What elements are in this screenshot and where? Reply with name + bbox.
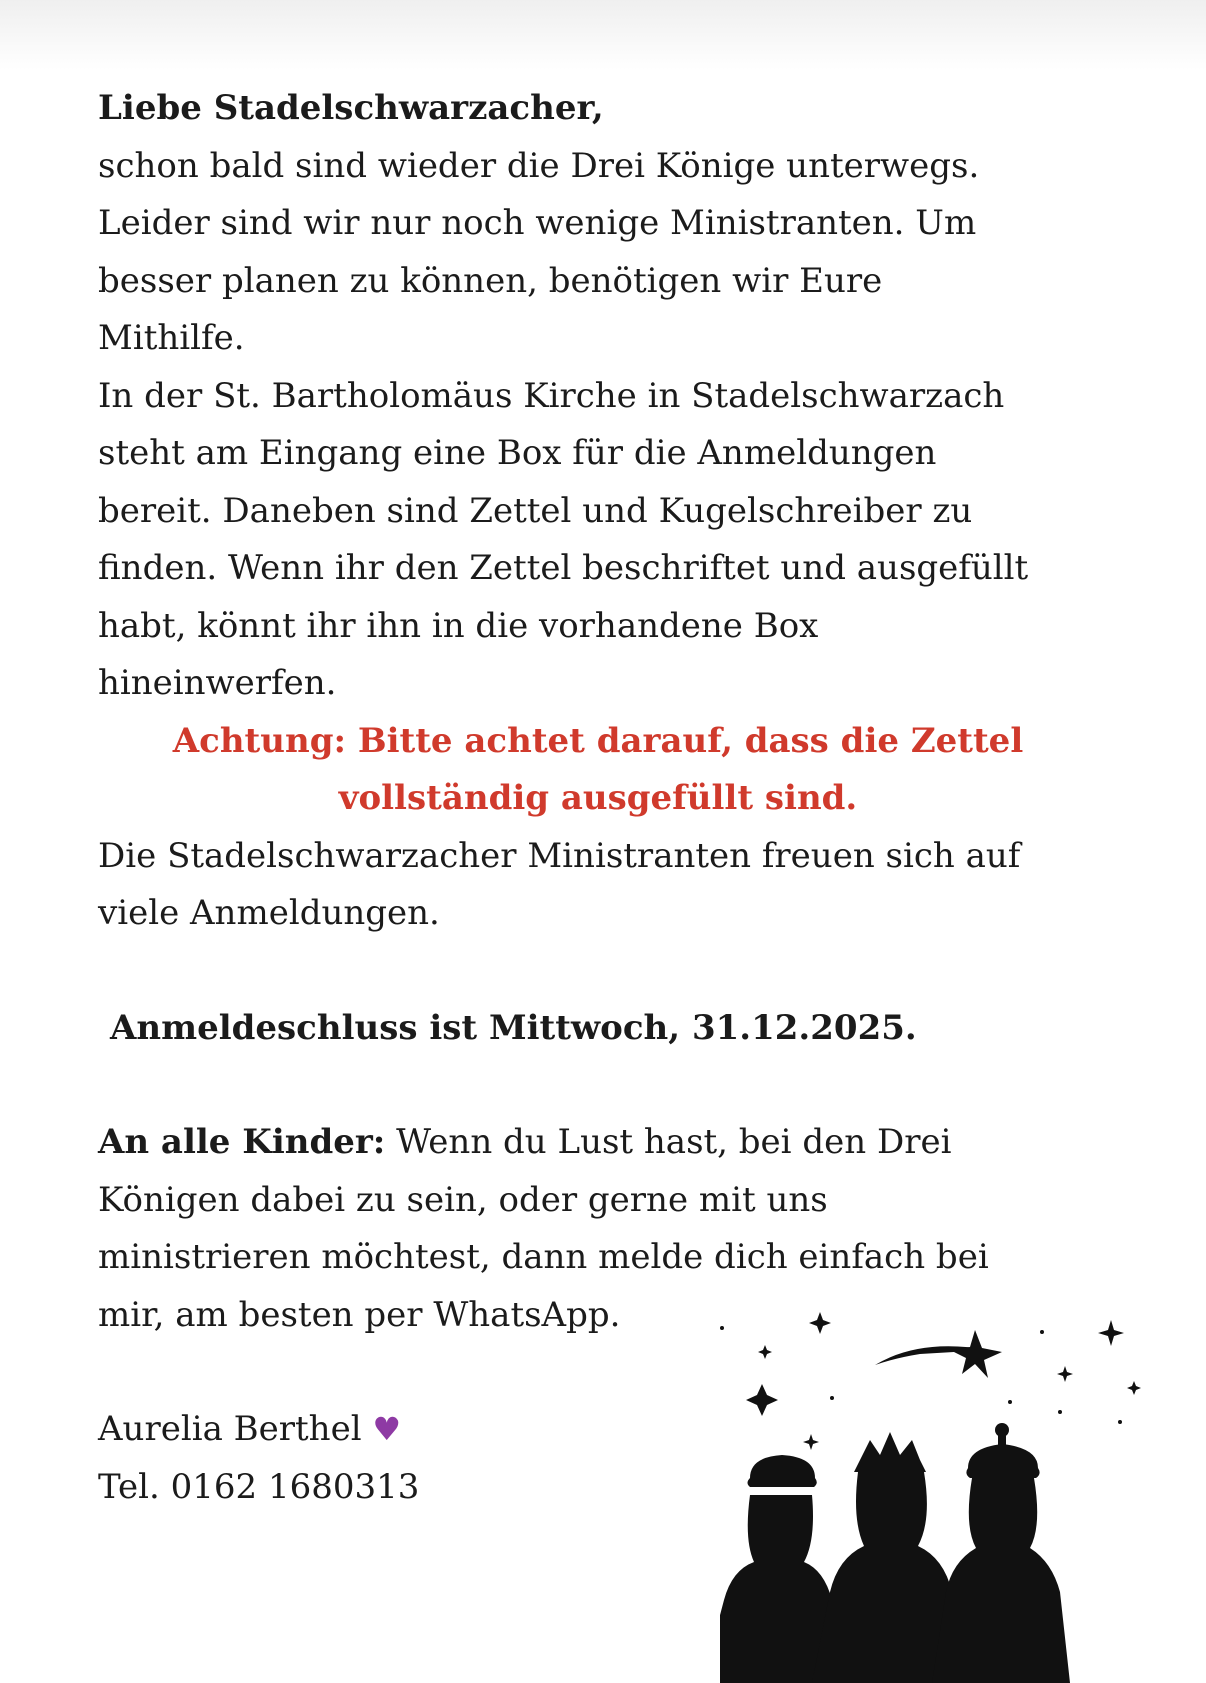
text-line: viele Anmeldungen.: [98, 893, 440, 933]
signature-name: Aurelia Berthel: [98, 1409, 362, 1449]
text-line: mir, am besten per WhatsApp.: [98, 1294, 621, 1335]
warning-notice: [98, 713, 1098, 828]
greeting: Liebe Stadelschwarzacher,: [98, 88, 604, 128]
text-line: Königen dabei zu sein, oder gerne mit uns: [98, 1179, 828, 1220]
kids-label: An alle Kinder:: [98, 1122, 386, 1162]
warning-line: Achtung: Bitte achtet darauf, dass die Zettel: [172, 720, 1024, 761]
text-line: bereit. Daneben sind Zettel und Kugelschreiber zu: [98, 490, 973, 531]
text-line: Leider sind wir nur noch wenige Ministranten. Um: [98, 203, 977, 243]
three-kings-silhouette-icon: [720, 1300, 1160, 1683]
text-line: In der St. Bartholomäus Kirche in Stadelschwarzach: [98, 375, 1005, 416]
paragraph-closing: [98, 828, 1128, 943]
deadline-notice: Anmeldeschluss ist Mittwoch, 31.12.2025.: [110, 1007, 917, 1048]
signature-phone: Tel. 0162 1680313: [98, 1466, 420, 1507]
top-shade: [0, 0, 1206, 70]
paragraph-intro: [98, 138, 1128, 713]
text-line: habt, könnt ihr ihn in die vorhandene Box: [98, 605, 819, 646]
text-line: steht am Eingang eine Box für die Anmeldungen: [98, 433, 937, 473]
warning-line: vollständig ausgefüllt sind.: [338, 778, 858, 818]
text-line: finden. Wenn ihr den Zettel beschriftet und ausgefüllt: [98, 548, 1029, 588]
text-line: besser planen zu können, benötigen wir Eure: [98, 260, 883, 301]
text-line: ministrieren möchtest, dann melde dich einfach bei: [98, 1237, 989, 1277]
shooting-star-icon: [875, 1330, 1002, 1378]
text-line: schon bald sind wieder die Drei Könige unterwegs.: [98, 145, 980, 186]
text-line: Wenn du Lust hast, bei den Drei: [385, 1122, 952, 1162]
text-line: hineinwerfen.: [98, 663, 337, 703]
sparkle-stars-icon: [720, 1312, 1141, 1450]
purple-heart-icon: ♥: [372, 1410, 402, 1448]
text-line: Mithilfe.: [98, 318, 245, 358]
text-line: Die Stadelschwarzacher Ministranten freuen sich auf: [98, 835, 1021, 876]
king-silhouette-right: [932, 1423, 1070, 1683]
